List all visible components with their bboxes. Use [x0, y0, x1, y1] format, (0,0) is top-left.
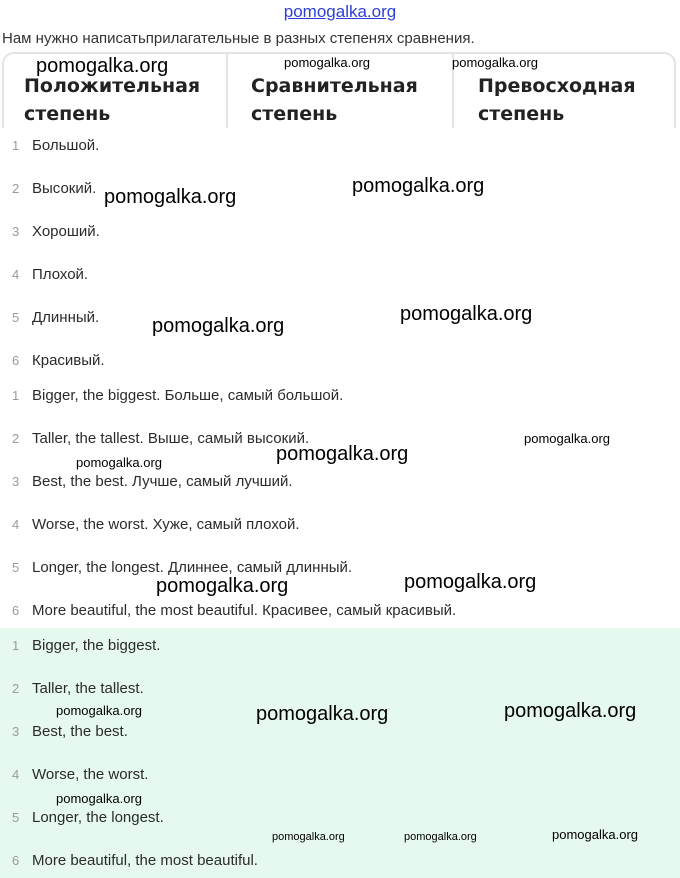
item-number: 6 [12, 353, 20, 368]
watermark: pomogalka.org [56, 703, 142, 718]
item-text: Best, the best. [32, 723, 128, 740]
watermark: pomogalka.org [276, 443, 409, 465]
item-number: 2 [12, 431, 20, 446]
item-text: Плохой. [32, 266, 89, 283]
item-number: 5 [12, 310, 20, 325]
watermark: pomogalka.org [404, 831, 477, 843]
column-header-label: Сравнительная степень [251, 75, 418, 125]
item-number: 4 [12, 267, 20, 282]
item-text: Большой. [32, 137, 100, 154]
watermark: pomogalka.org [524, 431, 610, 446]
item-number: 1 [12, 138, 20, 153]
item-text: Longer, the longest. Длиннее, самый длинный. [32, 559, 353, 576]
item-text: Bigger, the biggest. [32, 637, 161, 654]
site-link[interactable]: pomogalka.org [283, 2, 397, 21]
item-number: 4 [12, 517, 20, 532]
column-header-positive [24, 72, 200, 128]
watermark: pomogalka.org [256, 703, 389, 725]
watermark: pomogalka.org [36, 55, 169, 77]
item-text: Красивый. [32, 352, 105, 369]
column-header-label: Положительная степень [24, 75, 201, 125]
item-number: 2 [12, 681, 20, 696]
item-text: Worse, the worst. [32, 766, 149, 783]
item-text: More beautiful, the most beautiful. Красивее, самый красивый. [32, 602, 457, 619]
item-number: 6 [12, 603, 20, 618]
item-number: 3 [12, 474, 20, 489]
watermark: pomogalka.org [156, 575, 289, 597]
item-text: Best, the best. Лучше, самый лучший. [32, 473, 293, 490]
item-text: Taller, the tallest. [32, 680, 144, 697]
column-header-superlative [478, 72, 636, 128]
item-number: 5 [12, 560, 20, 575]
column-header-label: Превосходная степень [478, 75, 636, 125]
item-text: More beautiful, the most beautiful. [32, 852, 258, 869]
watermark: pomogalka.org [504, 700, 637, 722]
intro-text: Нам нужно написатьприлагательные в разных степенях сравнения. [2, 30, 475, 47]
watermark: pomogalka.org [352, 175, 485, 197]
watermark: pomogalka.org [404, 571, 537, 593]
watermark: pomogalka.org [552, 827, 638, 842]
watermark: pomogalka.org [56, 791, 142, 806]
item-text: Taller, the tallest. Выше, самый высокий. [32, 430, 310, 447]
item-text: Bigger, the biggest. Больше, самый большой. [32, 387, 344, 404]
watermark: pomogalka.org [104, 186, 237, 208]
column-divider [226, 54, 228, 128]
column-header-comparative [251, 72, 418, 128]
watermark: pomogalka.org [152, 315, 285, 337]
watermark: pomogalka.org [284, 55, 370, 70]
item-number: 2 [12, 181, 20, 196]
item-number: 4 [12, 767, 20, 782]
watermark: pomogalka.org [452, 55, 538, 70]
item-number: 1 [12, 638, 20, 653]
watermark: pomogalka.org [400, 303, 533, 325]
watermark: pomogalka.org [272, 831, 345, 843]
item-text: Longer, the longest. [32, 809, 164, 826]
item-text: Высокий. [32, 180, 97, 197]
item-text: Worse, the worst. Хуже, самый плохой. [32, 516, 300, 533]
item-text: Хороший. [32, 223, 100, 240]
watermark: pomogalka.org [76, 455, 162, 470]
item-number: 6 [12, 853, 20, 868]
item-number: 3 [12, 224, 20, 239]
item-number: 1 [12, 388, 20, 403]
item-text: Длинный. [32, 309, 100, 326]
item-number: 5 [12, 810, 20, 825]
item-number: 3 [12, 724, 20, 739]
